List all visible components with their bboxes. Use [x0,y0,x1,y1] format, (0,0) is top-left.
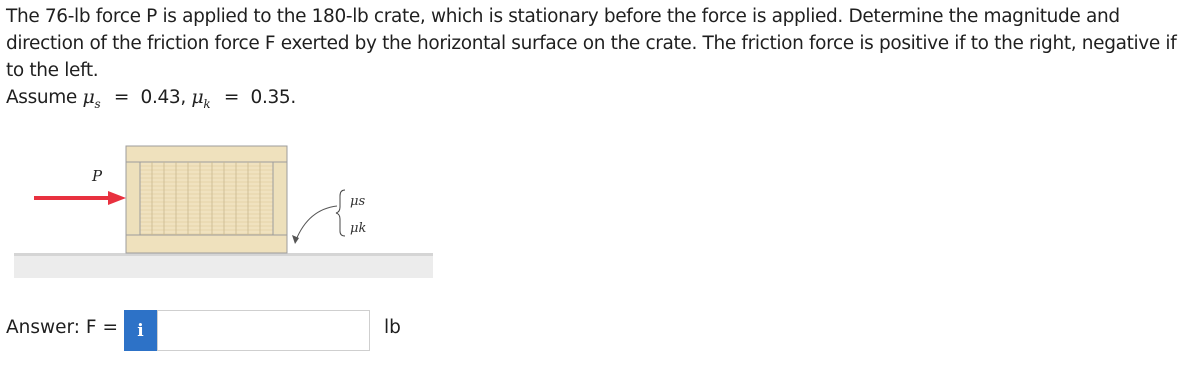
mu-s-value: 0.43, [140,87,186,108]
unit-label: lb [384,317,401,338]
crate-diagram [0,120,450,280]
info-icon: i [137,320,144,341]
equals-sign-2: = [223,87,239,108]
friction-leader-arrow [292,206,337,244]
ground-surface [14,253,433,278]
info-button[interactable] [124,310,157,351]
answer-input[interactable] [157,310,370,351]
assume-label: Assume [6,87,77,108]
problem-statement [6,3,1198,118]
mu-k-symbol: $\mu_k$ [191,86,211,111]
answer-label: Answer: F = [6,317,118,338]
force-arrow-p [34,191,126,205]
equals-sign-1: = [113,87,129,108]
mu-k-value: 0.35. [250,87,296,108]
problem-text: The 76-lb force P is applied to the 180-lb crate, which is stationary before the force is applied. Determine the magnitude and direction of the friction force F exerted by the horizontal surface on the crate. The friction force is positive if to the right, negative if to the left. [6,6,1177,81]
crate [126,146,287,253]
force-label-p: P [92,167,103,185]
mu-s-label: μs [350,194,366,209]
friction-coefficient-brace [336,190,345,236]
mu-s-symbol: $\mu_s$ [82,86,101,111]
mu-k-label: μk [350,221,367,236]
